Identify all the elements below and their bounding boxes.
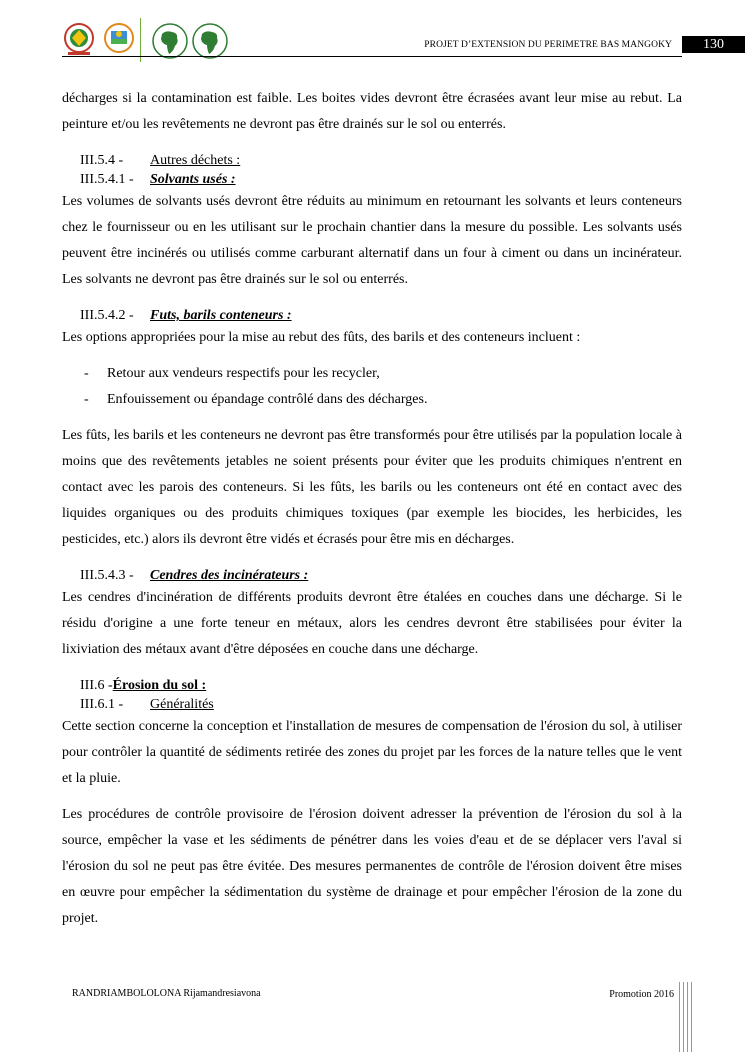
heading-III-5-4-2 — [62, 306, 682, 325]
erosion-paragraph-2: Les procédures de contrôle provisoire de l'érosion doivent adresser la prévention de l'érosion du sol à la source, empêcher la vase et les sédiments de pénétrer dans les voies d'eau et de se déplacer vers l'aval si l'érosion du sol ne peut pas être évitée. Des mesures permanentes de contrôle de l'érosion doivent être mises en œuvre pour empêcher la sédimentation du système de drainage et pour empêcher l'érosion de la zone du projet. — [62, 807, 682, 926]
heading-III-6-1 — [62, 695, 682, 714]
heading-III-5-4-3 — [62, 566, 682, 585]
dash-bullet: - — [84, 392, 89, 407]
intro-line-2: La peinture et/ou les revêtements ne devront pas être drainés sur le sol ou enterrés. — [62, 91, 683, 132]
school-logo — [102, 22, 136, 58]
heading-number: III.5.4.1 - — [80, 172, 134, 187]
heading-title: Généralités — [150, 697, 214, 712]
header-title: PROJET D’EXTENSION DU PERIMETRE BAS MANGOKY — [424, 40, 672, 50]
dash-bullet: - — [84, 366, 89, 381]
solvants-paragraph: Les volumes de solvants usés devront être réduits au minimum en retournant les solvants et leurs conteneurs chez le fournisseur ou en les utilisant sur le prochain chantier dans la mesure du possible. Les solvants usés peuvent être incinérés ou utilisés comme carburant alternatif dans un four à ciment ou dans un incinérateur. Les solvants ne devront pas être drainés sur le sol ou enterrés. — [62, 194, 682, 287]
afdb-africa-logo-2 — [190, 22, 230, 60]
heading-III-5-4-1 — [62, 170, 682, 189]
university-seal-logo — [62, 22, 96, 58]
footer-decoration — [679, 982, 693, 1052]
cendres-paragraph: Les cendres d'incinération de différents produits devront être étalées en couches dans une décharge. Si le résidu d'origine a une forte teneur en métaux, alors les cendres devront être stabilisées pour éviter la lixiviation des métaux avant d'être déposées en couche dans une décharge. — [62, 590, 682, 657]
heading-number: III.6.1 - — [80, 697, 124, 712]
afdb-africa-logo — [150, 22, 190, 60]
list-item: - Enfouissement ou épandage contrôlé dans des décharges. — [62, 387, 682, 413]
header-rule — [62, 56, 682, 57]
page-content — [62, 86, 682, 932]
heading-number: III.5.4 - — [80, 153, 124, 168]
page-number: 130 — [682, 36, 745, 53]
heading-III-5-4 — [62, 151, 682, 170]
intro-paragraph — [62, 86, 682, 138]
erosion-paragraph-1: Cette section concerne la conception et l'installation de mesures de compensation de l'érosion du sol, à utiliser pour contrôler la quantité de sédiments retirée des zones du projet par les forces de la nature telles que le vent et la pluie. — [62, 719, 682, 786]
header-logos — [62, 18, 232, 60]
heading-title: Cendres des incinérateurs : — [150, 568, 309, 583]
footer-promotion: Promotion 2016 — [609, 989, 674, 1000]
futs-options-list — [62, 361, 682, 413]
heading-number: III.5.4.2 - — [80, 308, 134, 323]
list-item: - Retour aux vendeurs respectifs pour les recycler, — [62, 361, 682, 387]
heading-III-6 — [62, 676, 682, 695]
heading-title: Autres déchets : — [150, 153, 241, 168]
heading-title: Futs, barils conteneurs : — [150, 308, 292, 323]
footer-author: RANDRIAMBOLOLONA Rijamandresiavona — [72, 988, 261, 999]
futs-paragraph: Les fûts, les barils et les conteneurs ne devront pas être transformés pour être utilisés par la population locale à moins que des revêtements jetables ne soient présents pour éviter que les produits chimiques n'entrent en contact avec les parois des conteneurs. Si les fûts, les barils ou les conteneurs ont été en contact avec des liquides organiques ou des produits chimiques toxiques (par exemple les biocides, les herbicides, les pesticides, etc.) alors ils devront être vidés et écrasés pour être mis en décharges. — [62, 428, 682, 547]
heading-title: Érosion du sol : — [112, 678, 207, 693]
heading-title: Solvants usés : — [150, 172, 236, 187]
futs-intro: Les options appropriées pour la mise au rebut des fûts, des barils et des conteneurs incluent : — [62, 330, 581, 345]
heading-number: III.5.4.3 - — [80, 568, 134, 583]
intro-line-1: décharges si la contamination est faible. Les boites vides devront être écrasées avant leur mise au rebut. — [62, 91, 663, 106]
heading-number: III.6 - — [80, 678, 113, 693]
